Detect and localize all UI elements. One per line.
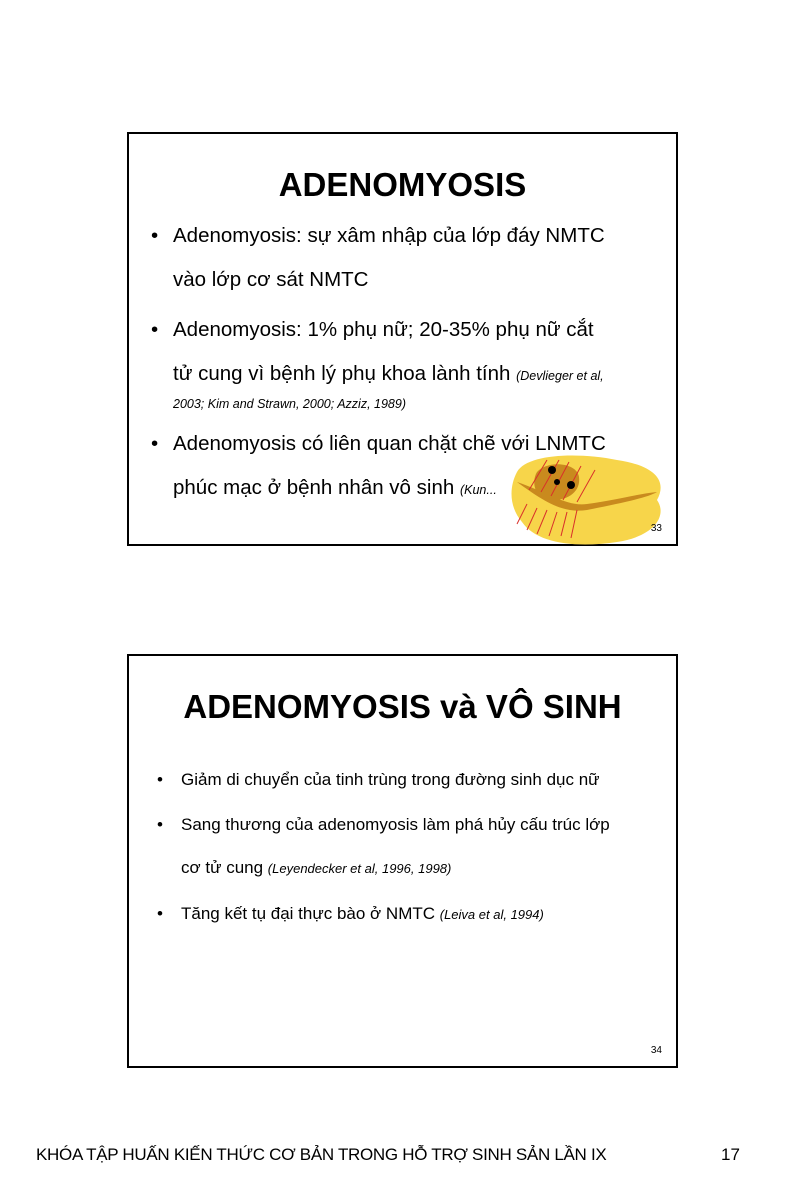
bullet-item — [149, 803, 656, 890]
bullet-dot: • — [151, 318, 159, 341]
citation: (Devlieger et al, — [516, 369, 604, 383]
uterus-shape — [512, 456, 661, 545]
citation: (Kun... — [459, 483, 497, 497]
bullet-item — [149, 214, 656, 302]
slide-title: ADENOMYOSIS và VÔ SINH — [183, 688, 622, 725]
lesion-dot — [548, 466, 556, 474]
bullet-text: Adenomyosis có liên quan chặt chẽ với LNMTC — [173, 432, 606, 455]
slide-34 — [127, 654, 678, 1068]
citation: (Leiva et al, 1994) — [439, 907, 544, 922]
bullet-dot: • — [157, 770, 163, 789]
bullet-text: vào lớp cơ sát NMTC — [173, 268, 369, 291]
citation: (Leyendecker et al, 1996, 1998) — [267, 861, 452, 876]
footer-page-number: 17 — [721, 1145, 740, 1164]
slide-page-number: 34 — [650, 1045, 662, 1056]
bullet-dot: • — [151, 224, 159, 247]
bullet-text: tử cung vì bệnh lý phụ khoa lành tính — [173, 362, 517, 385]
footer-course-title: KHÓA TẬP HUẤN KIẾN THỨC CƠ BẢN TRONG HỖ TRỢ SINH SẢN LẦN IX — [36, 1145, 607, 1164]
bullet-item — [149, 308, 656, 416]
bullet-text: Adenomyosis: sự xâm nhập của lớp đáy NMTC — [173, 224, 605, 247]
bullet-text: Adenomyosis: 1% phụ nữ; 20-35% phụ nữ cắt — [173, 318, 594, 341]
citation: 2003; Kim and Strawn, 2000; Azziz, 1989) — [173, 397, 407, 411]
bullet-text: Sang thương của adenomyosis làm phá hủy cấu trúc lớp — [181, 815, 610, 834]
bullet-item — [149, 892, 656, 936]
slide-page-number: 33 — [650, 523, 662, 534]
slide-title: ADENOMYOSIS — [278, 166, 527, 203]
bullet-text: Giảm di chuyển của tinh trùng trong đường sinh dục nữ — [181, 770, 600, 789]
uterus-adenomyosis-illustration — [507, 452, 667, 548]
lesion-dot — [554, 479, 560, 485]
bullet-dot: • — [157, 815, 163, 834]
lesion-dot — [567, 481, 575, 489]
bullet-text: Tăng kết tụ đại thực bào ở NMTC — [181, 904, 440, 923]
slide-33 — [127, 132, 678, 546]
bullet-dot: • — [157, 904, 163, 923]
bullet-dot: • — [151, 432, 159, 455]
bullet-item — [149, 758, 656, 801]
bullet-list — [149, 758, 656, 938]
bullet-text: cơ tử cung — [181, 858, 268, 877]
bullet-text: phúc mạc ở bệnh nhân vô sinh — [173, 476, 460, 499]
